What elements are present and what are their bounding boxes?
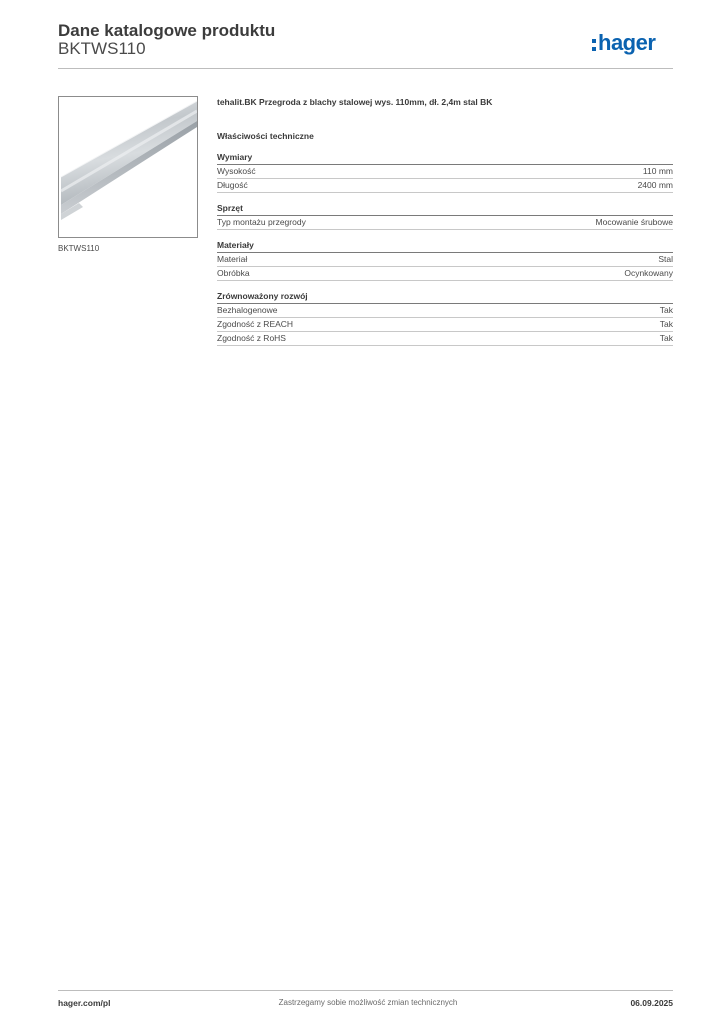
spec-label: Obróbka (217, 268, 250, 278)
logo-dots-icon (592, 36, 596, 51)
spec-group-title: Materiały (217, 239, 673, 253)
footer-website-link[interactable]: hager.com/pl (58, 998, 111, 1008)
footer-notice: Zastrzegamy sobie możliwość zmian technicznych (278, 998, 458, 1007)
spec-group-sustainability (217, 290, 673, 346)
spec-group-hardware (217, 202, 673, 230)
spec-row (217, 165, 673, 179)
header-divider (58, 68, 673, 69)
spec-label: Zgodność z RoHS (217, 333, 286, 343)
product-image (58, 96, 198, 238)
section-heading: Właściwości techniczne (217, 131, 314, 141)
spec-label: Długość (217, 180, 248, 190)
spec-label: Wysokość (217, 166, 256, 176)
footer-date: 06.09.2025 (630, 998, 673, 1008)
spec-label: Typ montażu przegrody (217, 217, 306, 227)
product-description: tehalit.BK Przegroda z blachy stalowej wys. 110mm, dł. 2,4m stal BK (217, 97, 493, 107)
hager-logo (592, 29, 655, 57)
spec-row (217, 216, 673, 230)
spec-label: Bezhalogenowe (217, 305, 278, 315)
spec-label: Zgodność z REACH (217, 319, 294, 329)
image-caption: BKTWS110 (58, 244, 100, 253)
spec-value: Mocowanie śrubowe (595, 217, 673, 227)
footer-divider (58, 990, 673, 991)
spec-label: Materiał (217, 254, 248, 264)
spec-group-title: Zrównoważony rozwój (217, 290, 673, 304)
spec-row (217, 267, 673, 281)
spec-group-title: Wymiary (217, 151, 673, 165)
spec-row (217, 179, 673, 193)
spec-row (217, 253, 673, 267)
spec-value: Tak (659, 333, 673, 343)
spec-row (217, 332, 673, 346)
spec-value: Ocynkowany (624, 268, 673, 278)
spec-value: Stal (658, 254, 673, 264)
spec-value: 110 mm (642, 166, 673, 176)
spec-group-dimensions (217, 151, 673, 193)
spec-group-materials (217, 239, 673, 281)
product-details (217, 96, 673, 355)
spec-value: 2400 mm (637, 180, 673, 190)
product-code: BKTWS110 (58, 39, 146, 58)
spec-row (217, 318, 673, 332)
logo-text: hager (598, 30, 656, 55)
spec-row (217, 304, 673, 318)
steel-partition-image (59, 97, 197, 237)
spec-group-title: Sprzęt (217, 202, 673, 216)
page-title: Dane katalogowe produktu (58, 21, 276, 40)
spec-value: Tak (659, 319, 673, 329)
spec-value: Tak (659, 305, 673, 315)
